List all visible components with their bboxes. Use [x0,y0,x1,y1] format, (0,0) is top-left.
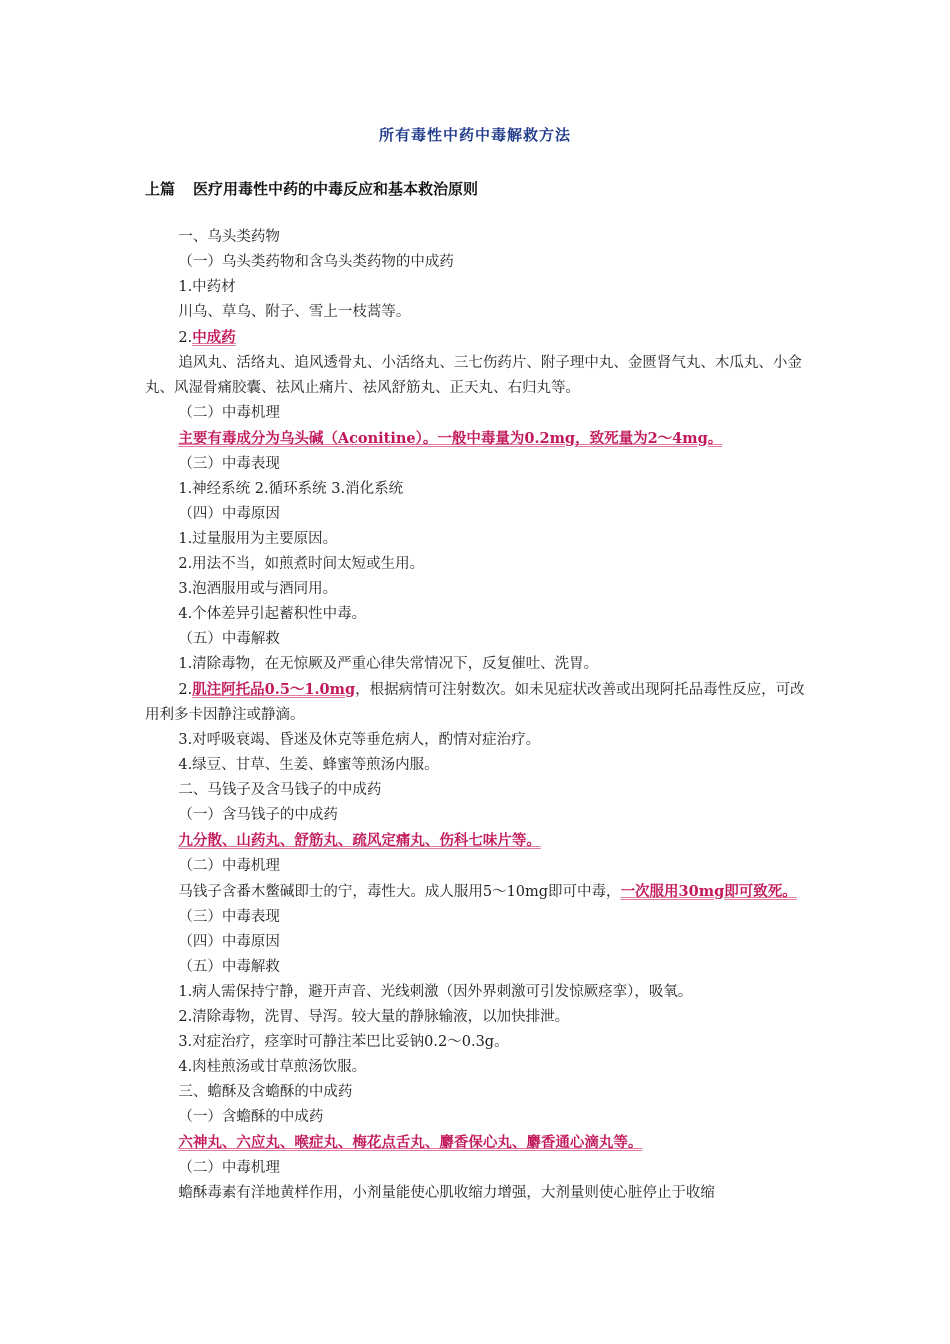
paragraph-text: 4.肉桂煎汤或甘草煎汤饮服。 [178,1059,367,1075]
paragraph [145,930,805,955]
paragraph-text: 4.绿豆、甘草、生姜、蜂蜜等煎汤内服。 [178,757,439,773]
highlighted-text: 肌注阿托品0.5～1.0mg [192,681,356,698]
highlighted-text: 主要有毒成分为乌头碱（Aconitine）。一般中毒量为0.2mg，致死量为2～4mg。 [178,430,723,447]
paragraph-text: 一、乌头类药物 [178,229,280,245]
paragraph-text: 2.清除毒物，洗胃、导泻。较大量的静脉输液，以加快排泄。 [178,1009,570,1025]
paragraph [145,753,805,778]
paragraph-text: 3.对呼吸衰竭、昏迷及休克等垂危病人，酌情对症治疗。 [178,732,541,748]
paragraph-text: （一）含马钱子的中成药 [178,807,338,823]
paragraph-text: 1.神经系统 2.循环系统 3.消化系统 [178,481,404,497]
paragraph [145,527,805,552]
paragraph-text: 二、马钱子及含马钱子的中成药 [178,782,382,798]
paragraph [145,1181,805,1206]
paragraph [145,401,805,426]
paragraph [145,1080,805,1105]
paragraph-text: 2. [178,682,193,698]
paragraph-text: 1.中药材 [178,279,236,295]
highlighted-text: 六神丸、六应丸、喉症丸、梅花点舌丸、麝香保心丸、麝香通心滴丸等。 [178,1134,643,1151]
paragraph [145,1156,805,1181]
part-label: 上篇 [145,180,176,198]
highlighted-text: 九分散、山药丸、舒筋丸、疏风定痛丸、伤科七味片等。 [178,832,541,849]
paragraph-text: 川乌、草乌、附子、雪上一枝蒿等。 [178,304,411,320]
paragraph [145,1130,805,1156]
paragraph-text: （三）中毒表现 [178,909,280,925]
paragraph-text: （三）中毒表现 [178,456,280,472]
paragraph [145,854,805,879]
paragraph-text: 1.病人需保持宁静，避开声音、光线刺激（因外界刺激可引发惊厥痉挛），吸氧。 [178,984,693,1000]
paragraph [145,1055,805,1080]
paragraph [145,1030,805,1055]
paragraph-text: 1.过量服用为主要原因。 [178,531,338,547]
highlighted-text: 中成药 [192,329,236,346]
paragraph [145,1105,805,1130]
paragraph-text: 马钱子含番木鳖碱即士的宁，毒性大。成人服用5～10mg即可中毒， [178,884,621,900]
paragraph [145,602,805,627]
paragraph-text: （一）含蟾酥的中成药 [178,1109,324,1125]
highlighted-text: 一次服用30mg即可致死。 [620,883,797,900]
paragraph-text: 2. [178,330,193,346]
paragraph-text: 蟾酥毒素有洋地黄样作用，小剂量能使心肌收缩力增强，大剂量则使心脏停止于收缩 [178,1185,715,1201]
paragraph [145,879,805,905]
paragraph [145,828,805,854]
paragraph-text: 追风丸、活络丸、追风透骨丸、小活络丸、三七伤药片、附子理中丸、金匮肾气丸、木瓜丸、小金丸、风湿骨痛胶囊、祛风止痛片、祛风舒筋丸、正天丸、右归丸等。 [145,355,802,396]
paragraph [145,300,805,325]
paragraph-text: 三、蟾酥及含蟾酥的中成药 [178,1084,353,1100]
document-body [145,225,805,1206]
paragraph [145,778,805,803]
paragraph-text: （一）乌头类药物和含乌头类药物的中成药 [178,254,454,270]
paragraph [145,426,805,452]
paragraph-text: 4.个体差异引起蓄积性中毒。 [178,606,367,622]
paragraph [145,728,805,753]
paragraph-text: 1.清除毒物，在无惊厥及严重心律失常情况下，反复催吐、洗胃。 [178,656,599,672]
paragraph [145,677,805,728]
part-heading-text: 医疗用毒性中药的中毒反应和基本救治原则 [193,180,479,198]
paragraph-text: （四）中毒原因 [178,506,280,522]
paragraph-text: （五）中毒解救 [178,631,280,647]
paragraph-text: （二）中毒机理 [178,405,280,421]
paragraph-text: 3.泡酒服用或与酒同用。 [178,581,338,597]
paragraph-text: 2.用法不当，如煎煮时间太短或生用。 [178,556,425,572]
paragraph [145,577,805,602]
paragraph [145,502,805,527]
paragraph [145,452,805,477]
paragraph [145,1005,805,1030]
document-title: 所有毒性中药中毒解救方法 [378,126,571,144]
paragraph [145,275,805,300]
paragraph-text: （二）中毒机理 [178,858,280,874]
paragraph [145,905,805,930]
paragraph [145,351,805,401]
paragraph [145,250,805,275]
paragraph [145,980,805,1005]
part-heading [145,178,478,199]
paragraph [145,225,805,250]
paragraph-text: （二）中毒机理 [178,1160,280,1176]
paragraph [145,552,805,577]
paragraph [145,803,805,828]
paragraph-text: （四）中毒原因 [178,934,280,950]
paragraph [145,955,805,980]
paragraph-text: 3.对症治疗，痉挛时可静注苯巴比妥钠0.2～0.3g。 [178,1034,509,1050]
paragraph [145,477,805,502]
paragraph [145,627,805,652]
paragraph-text: （五）中毒解救 [178,959,280,975]
paragraph [145,325,805,351]
paragraph [145,652,805,677]
paragraph-text: ，根据病情可注射数次。如未见症状改善或出现阿托品毒性反应，可改用利多卡因静注或静滴。 [145,682,805,723]
